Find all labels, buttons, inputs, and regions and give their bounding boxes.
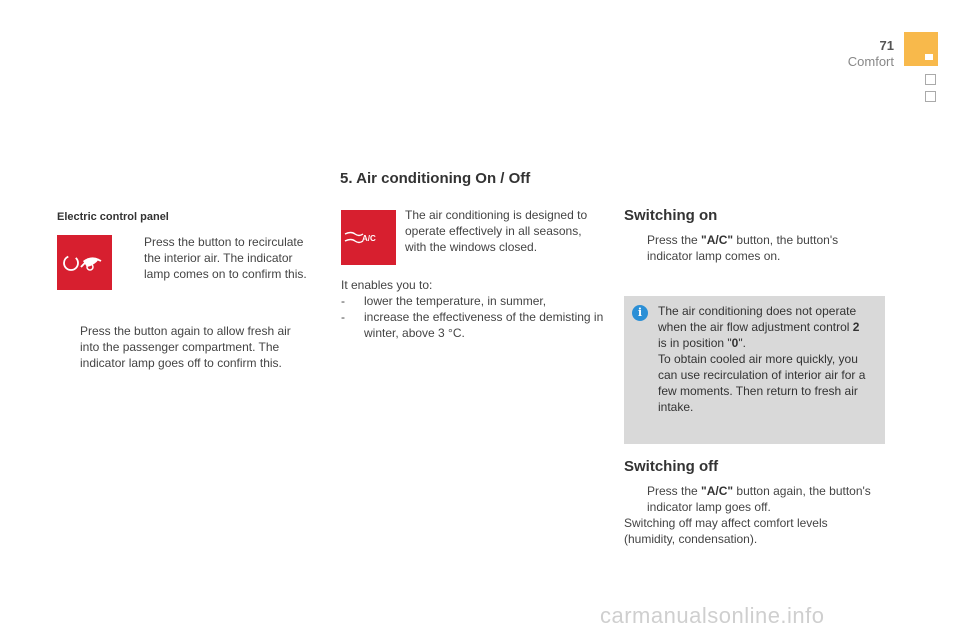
text-fragment: Press the — [647, 484, 702, 498]
list-item: increase the effectiveness of the demisting in winter, above 3 °C. — [364, 310, 604, 340]
text-fragment: button again, the button's indicator lamp goes off. — [647, 484, 871, 514]
section-tab[interactable] — [925, 74, 936, 85]
dash-marker: - — [341, 310, 345, 324]
section-name: Comfort — [847, 54, 894, 69]
recirculation-button-image — [57, 235, 112, 290]
position-number: 0 — [731, 336, 739, 350]
switching-off-note: Switching off may affect comfort levels (humidity, condensation). — [624, 516, 828, 546]
ac-key-label: "A/C" — [701, 484, 734, 498]
ac-button-image — [341, 210, 396, 265]
recirculation-icon — [57, 235, 112, 290]
section-tab[interactable] — [925, 91, 936, 102]
enables-text: It enables you to: — [341, 278, 433, 292]
text-fragment: The air conditioning does not operate when the air flow adjustment control — [658, 304, 857, 334]
switching-off-heading: Switching off — [624, 458, 719, 475]
ac-key-label: "A/C" — [701, 233, 734, 247]
switching-on-text — [647, 232, 862, 264]
section-tab-active[interactable] — [904, 32, 938, 66]
switching-on-heading: Switching on — [624, 207, 718, 224]
control-number: 2 — [852, 320, 860, 334]
ac-button-label: A/C — [362, 234, 376, 243]
text-fragment: To obtain cooled air more quickly, you can use recirculation of interior air for a few moments. Then return to fresh air intake. — [658, 352, 866, 414]
text-fragment: button, the button's indicator lamp comes on. — [647, 233, 839, 263]
instruction-text: Press the button to recirculate the interior air. The indicator lamp comes on to confirm this. — [144, 235, 307, 281]
section-heading: Electric control panel — [57, 211, 169, 223]
ac-button-icon — [341, 210, 396, 265]
list-item: lower the temperature, in summer, — [364, 294, 547, 308]
info-icon: i — [632, 305, 648, 321]
tab-marker-icon — [925, 54, 933, 60]
page-title: 5. Air conditioning On / Off — [340, 170, 531, 187]
watermark: carmanualsonline.info — [600, 603, 825, 628]
text-fragment: ". — [738, 336, 746, 350]
text-fragment: is in position " — [658, 336, 732, 350]
text-fragment: Press the — [647, 233, 702, 247]
dash-marker: - — [341, 294, 345, 308]
instruction-text: Press the button again to allow fresh air into the passenger compartment. The indicator lamp goes off to confirm this. — [80, 324, 291, 370]
switching-off-text — [647, 483, 887, 515]
page-number: 71 — [879, 38, 894, 53]
ac-intro-text: The air conditioning is designed to operate effectively in all seasons, with the windows closed. — [405, 208, 588, 254]
info-text — [658, 303, 870, 415]
